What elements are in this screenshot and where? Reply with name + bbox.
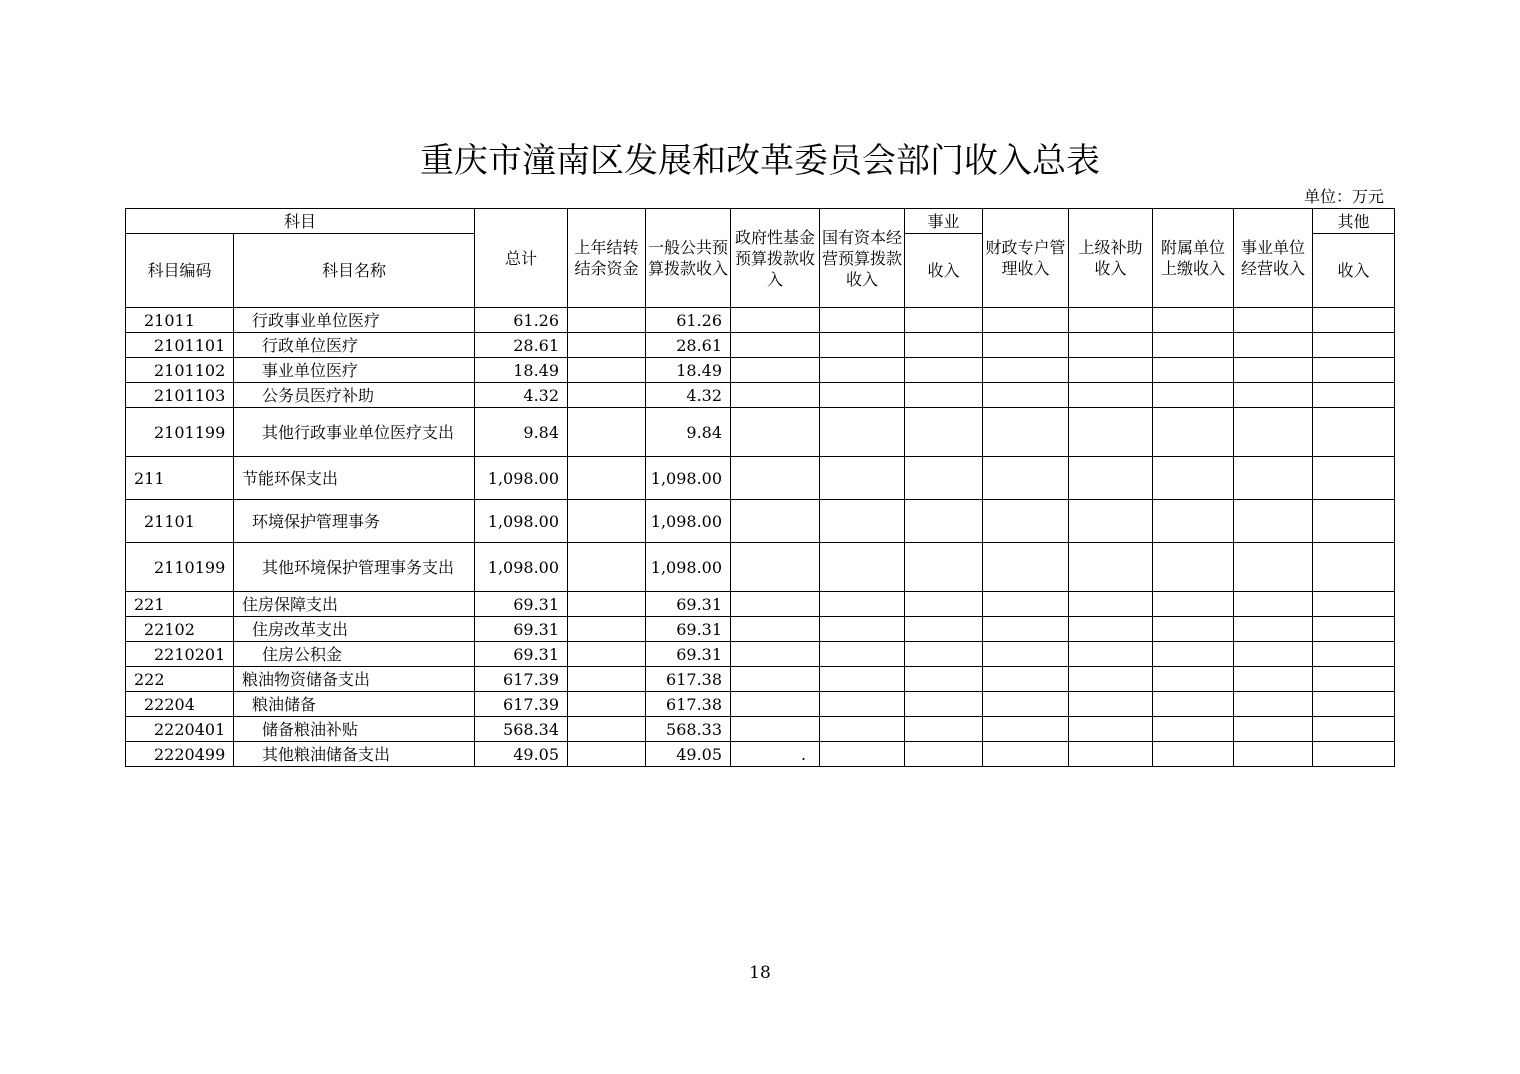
row-code: 22204 (126, 692, 234, 717)
row-total: 4.32 (475, 383, 568, 408)
row-empty-cell (905, 617, 983, 642)
row-name: 储备粮油补贴 (234, 717, 475, 742)
row-empty-cell (1234, 500, 1313, 543)
row-empty-cell (1313, 742, 1395, 767)
row-empty-cell (1313, 692, 1395, 717)
row-empty-cell (1153, 457, 1234, 500)
row-total: 69.31 (475, 617, 568, 642)
row-carryover (568, 717, 646, 742)
row-carryover (568, 457, 646, 500)
row-empty-cell (905, 457, 983, 500)
row-name: 节能环保支出 (234, 457, 475, 500)
row-empty-cell (1153, 642, 1234, 667)
row-carryover (568, 543, 646, 592)
row-empty-cell (905, 408, 983, 457)
row-total: 1,098.00 (475, 543, 568, 592)
row-name: 环境保护管理事务 (234, 500, 475, 543)
row-empty-cell (1313, 667, 1395, 692)
row-code: 2220401 (126, 717, 234, 742)
header-subject: 科目 (126, 209, 475, 234)
income-summary-table (125, 208, 1395, 767)
row-total: 69.31 (475, 642, 568, 667)
row-empty-cell (820, 308, 905, 333)
row-empty-cell (1234, 383, 1313, 408)
row-empty-cell (820, 358, 905, 383)
row-empty-cell (1069, 383, 1153, 408)
row-empty-cell (1069, 742, 1153, 767)
table-row (126, 742, 1395, 767)
row-empty-cell (1234, 543, 1313, 592)
table-row (126, 408, 1395, 457)
page-number: 18 (749, 963, 771, 983)
header-other-bottom: 收入 (1313, 234, 1395, 308)
row-general-budget: 18.49 (646, 358, 731, 383)
row-empty-cell (905, 692, 983, 717)
row-empty-cell (1234, 358, 1313, 383)
row-empty-cell (1153, 742, 1234, 767)
row-empty-cell (1313, 457, 1395, 500)
table-row (126, 617, 1395, 642)
row-gov-fund (731, 543, 820, 592)
row-empty-cell (820, 742, 905, 767)
row-empty-cell (983, 543, 1069, 592)
table-row (126, 457, 1395, 500)
row-empty-cell (1234, 617, 1313, 642)
row-carryover (568, 692, 646, 717)
row-empty-cell (983, 383, 1069, 408)
row-code: 2220499 (126, 742, 234, 767)
row-empty-cell (820, 592, 905, 617)
row-code: 222 (126, 667, 234, 692)
row-gov-fund (731, 692, 820, 717)
row-carryover (568, 642, 646, 667)
row-empty-cell (820, 408, 905, 457)
row-total: 617.39 (475, 692, 568, 717)
row-empty-cell (905, 333, 983, 358)
row-code: 2101102 (126, 358, 234, 383)
row-empty-cell (1313, 358, 1395, 383)
table-row (126, 717, 1395, 742)
table-row (126, 500, 1395, 543)
row-empty-cell (1234, 333, 1313, 358)
row-empty-cell (820, 543, 905, 592)
row-empty-cell (1313, 308, 1395, 333)
row-code: 2101103 (126, 383, 234, 408)
row-empty-cell (905, 742, 983, 767)
row-gov-fund (731, 308, 820, 333)
row-carryover (568, 592, 646, 617)
row-empty-cell (1153, 667, 1234, 692)
unit-label: 单位：万元 (1303, 187, 1384, 206)
row-empty-cell (1069, 500, 1153, 543)
row-empty-cell (1069, 617, 1153, 642)
row-name: 行政单位医疗 (234, 333, 475, 358)
row-empty-cell (1234, 717, 1313, 742)
row-code: 2101199 (126, 408, 234, 457)
row-empty-cell (1069, 333, 1153, 358)
row-name: 公务员医疗补助 (234, 383, 475, 408)
row-empty-cell (905, 717, 983, 742)
row-carryover (568, 333, 646, 358)
table-row (126, 692, 1395, 717)
row-carryover (568, 358, 646, 383)
row-general-budget: 61.26 (646, 308, 731, 333)
row-total: 49.05 (475, 742, 568, 767)
row-gov-fund: . (731, 742, 820, 767)
row-carryover (568, 742, 646, 767)
table-row (126, 642, 1395, 667)
header-business-bottom: 收入 (905, 234, 983, 308)
row-empty-cell (1153, 333, 1234, 358)
row-carryover (568, 617, 646, 642)
row-name: 住房保障支出 (234, 592, 475, 617)
row-empty-cell (1069, 543, 1153, 592)
row-carryover (568, 667, 646, 692)
row-empty-cell (1234, 642, 1313, 667)
row-total: 28.61 (475, 333, 568, 358)
row-name: 粮油储备 (234, 692, 475, 717)
row-empty-cell (983, 717, 1069, 742)
row-total: 9.84 (475, 408, 568, 457)
row-empty-cell (983, 592, 1069, 617)
row-carryover (568, 383, 646, 408)
table-row (126, 383, 1395, 408)
row-empty-cell (820, 717, 905, 742)
row-general-budget: 1,098.00 (646, 543, 731, 592)
row-empty-cell (983, 308, 1069, 333)
row-gov-fund (731, 408, 820, 457)
row-name: 其他环境保护管理事务支出 (234, 543, 475, 592)
table-row (126, 592, 1395, 617)
row-empty-cell (983, 457, 1069, 500)
table-row (126, 308, 1395, 333)
row-empty-cell (1153, 308, 1234, 333)
row-empty-cell (1313, 383, 1395, 408)
row-general-budget: 568.33 (646, 717, 731, 742)
row-empty-cell (1313, 592, 1395, 617)
row-empty-cell (820, 333, 905, 358)
row-empty-cell (905, 308, 983, 333)
row-empty-cell (905, 592, 983, 617)
row-empty-cell (1069, 308, 1153, 333)
row-code: 2110199 (126, 543, 234, 592)
row-empty-cell (1313, 333, 1395, 358)
row-empty-cell (1313, 617, 1395, 642)
row-gov-fund (731, 592, 820, 617)
header-name: 科目名称 (234, 234, 475, 308)
row-general-budget: 69.31 (646, 617, 731, 642)
row-general-budget: 617.38 (646, 692, 731, 717)
header-business-top: 事业 (905, 209, 983, 234)
header-other-top: 其他 (1313, 209, 1395, 234)
row-total: 69.31 (475, 592, 568, 617)
row-empty-cell (905, 383, 983, 408)
header-superior-subsidy: 上级补助收入 (1069, 209, 1153, 308)
row-empty-cell (1069, 667, 1153, 692)
row-empty-cell (983, 642, 1069, 667)
header-code: 科目编码 (126, 234, 234, 308)
row-empty-cell (1234, 592, 1313, 617)
row-empty-cell (1234, 692, 1313, 717)
row-empty-cell (1234, 408, 1313, 457)
table-row (126, 333, 1395, 358)
row-empty-cell (1069, 358, 1153, 383)
row-empty-cell (983, 333, 1069, 358)
row-general-budget: 1,098.00 (646, 500, 731, 543)
row-total: 617.39 (475, 667, 568, 692)
row-general-budget: 49.05 (646, 742, 731, 767)
header-business-unit: 事业单位经营收入 (1234, 209, 1313, 308)
row-carryover (568, 408, 646, 457)
header-general-budget: 一般公共预算拨款收入 (646, 209, 731, 308)
row-total: 61.26 (475, 308, 568, 333)
row-name: 其他粮油储备支出 (234, 742, 475, 767)
row-total: 568.34 (475, 717, 568, 742)
header-affiliated: 附属单位上缴收入 (1153, 209, 1234, 308)
row-total: 1,098.00 (475, 457, 568, 500)
row-empty-cell (820, 692, 905, 717)
row-empty-cell (1153, 543, 1234, 592)
header-fiscal-special: 财政专户管理收入 (983, 209, 1069, 308)
row-empty-cell (1153, 592, 1234, 617)
row-empty-cell (1313, 500, 1395, 543)
row-code: 22102 (126, 617, 234, 642)
row-empty-cell (1069, 717, 1153, 742)
row-empty-cell (820, 500, 905, 543)
header-total: 总计 (475, 209, 568, 308)
row-empty-cell (983, 617, 1069, 642)
row-general-budget: 9.84 (646, 408, 731, 457)
row-gov-fund (731, 667, 820, 692)
row-gov-fund (731, 617, 820, 642)
row-general-budget: 69.31 (646, 592, 731, 617)
row-code: 221 (126, 592, 234, 617)
row-name: 事业单位医疗 (234, 358, 475, 383)
row-empty-cell (1234, 457, 1313, 500)
table-row (126, 358, 1395, 383)
row-empty-cell (983, 500, 1069, 543)
row-empty-cell (1313, 642, 1395, 667)
row-empty-cell (983, 358, 1069, 383)
row-code: 21101 (126, 500, 234, 543)
row-gov-fund (731, 457, 820, 500)
header-row-1 (126, 209, 1395, 234)
row-empty-cell (983, 408, 1069, 457)
row-empty-cell (1234, 742, 1313, 767)
row-name: 其他行政事业单位医疗支出 (234, 408, 475, 457)
row-empty-cell (1153, 692, 1234, 717)
row-gov-fund (731, 500, 820, 543)
row-name: 行政事业单位医疗 (234, 308, 475, 333)
row-empty-cell (905, 500, 983, 543)
row-empty-cell (905, 667, 983, 692)
row-general-budget: 28.61 (646, 333, 731, 358)
row-empty-cell (905, 642, 983, 667)
row-general-budget: 1,098.00 (646, 457, 731, 500)
row-empty-cell (1313, 717, 1395, 742)
row-gov-fund (731, 358, 820, 383)
row-name: 住房改革支出 (234, 617, 475, 642)
row-code: 2101101 (126, 333, 234, 358)
row-empty-cell (1153, 408, 1234, 457)
row-empty-cell (1234, 667, 1313, 692)
row-gov-fund (731, 717, 820, 742)
row-empty-cell (983, 742, 1069, 767)
row-carryover (568, 308, 646, 333)
row-total: 1,098.00 (475, 500, 568, 543)
row-empty-cell (820, 667, 905, 692)
row-empty-cell (1153, 500, 1234, 543)
row-empty-cell (820, 617, 905, 642)
row-empty-cell (983, 667, 1069, 692)
row-empty-cell (820, 383, 905, 408)
row-empty-cell (1069, 592, 1153, 617)
row-general-budget: 617.38 (646, 667, 731, 692)
row-empty-cell (820, 642, 905, 667)
row-name: 粮油物资储备支出 (234, 667, 475, 692)
row-empty-cell (1069, 642, 1153, 667)
row-empty-cell (1069, 692, 1153, 717)
header-carryover: 上年结转结余资金 (568, 209, 646, 308)
row-empty-cell (905, 543, 983, 592)
row-empty-cell (1153, 617, 1234, 642)
row-empty-cell (1234, 308, 1313, 333)
row-general-budget: 4.32 (646, 383, 731, 408)
row-code: 2210201 (126, 642, 234, 667)
row-empty-cell (1313, 543, 1395, 592)
row-total: 18.49 (475, 358, 568, 383)
table-row (126, 667, 1395, 692)
row-empty-cell (1153, 717, 1234, 742)
page-title: 重庆市潼南区发展和改革委员会部门收入总表 (420, 141, 1100, 181)
header-state-capital: 国有资本经营预算拨款收入 (820, 209, 905, 308)
row-empty-cell (983, 692, 1069, 717)
row-code: 21011 (126, 308, 234, 333)
row-empty-cell (820, 457, 905, 500)
row-general-budget: 69.31 (646, 642, 731, 667)
row-empty-cell (905, 358, 983, 383)
row-empty-cell (1313, 408, 1395, 457)
row-name: 住房公积金 (234, 642, 475, 667)
row-empty-cell (1069, 457, 1153, 500)
row-empty-cell (1069, 408, 1153, 457)
row-gov-fund (731, 333, 820, 358)
row-carryover (568, 500, 646, 543)
header-gov-fund: 政府性基金预算拨款收入 (731, 209, 820, 308)
table-row (126, 543, 1395, 592)
row-empty-cell (1153, 358, 1234, 383)
row-empty-cell (1153, 383, 1234, 408)
row-gov-fund (731, 383, 820, 408)
row-gov-fund (731, 642, 820, 667)
row-code: 211 (126, 457, 234, 500)
